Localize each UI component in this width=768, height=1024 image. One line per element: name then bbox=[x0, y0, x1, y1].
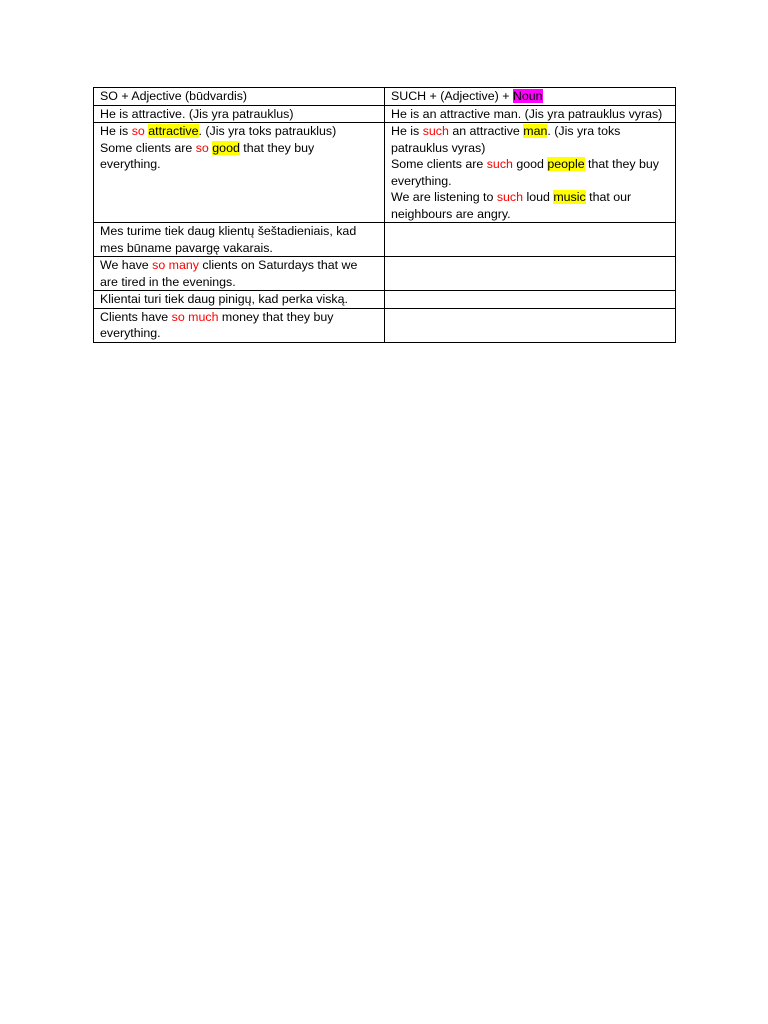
header-such-text: SUCH + (Adjective) + bbox=[391, 89, 513, 103]
text-segment: good bbox=[512, 157, 548, 171]
row2-left-cell bbox=[94, 123, 385, 223]
example-line bbox=[391, 156, 669, 189]
row3-left-text: Mes turime tiek daug klientų šeštadieniais, kad mes būname pavargę vakarais. bbox=[100, 224, 357, 255]
noun-highlight: man bbox=[523, 124, 548, 138]
row4-right-cell bbox=[385, 257, 676, 291]
row1-left-text: He is attractive. (Jis yra patrauklus) bbox=[100, 106, 294, 121]
row5-left-cell bbox=[94, 291, 385, 309]
table-header-row bbox=[94, 88, 676, 106]
noun-highlight: people bbox=[547, 157, 585, 171]
row6-left-cell bbox=[94, 308, 385, 342]
header-such-cell bbox=[385, 88, 676, 106]
row6-right-cell bbox=[385, 308, 676, 342]
such-word: such bbox=[486, 157, 513, 171]
so-much-phrase: so much bbox=[171, 309, 219, 324]
row1-left-cell bbox=[94, 105, 385, 123]
row2-right-cell bbox=[385, 123, 676, 223]
text-segment: He is bbox=[100, 124, 132, 138]
adjective-highlight: attractive bbox=[148, 124, 199, 138]
text-segment: We are listening to bbox=[391, 190, 497, 204]
header-so-text: SO + Adjective (būdvardis) bbox=[100, 89, 248, 103]
text-segment: . (Jis yra toks patrauklus) bbox=[198, 124, 337, 138]
such-word: such bbox=[422, 124, 449, 138]
so-word: so bbox=[195, 140, 209, 155]
text-segment: We have bbox=[100, 258, 153, 272]
text-segment: clients on Saturdays that we are tired in the evenings. bbox=[100, 258, 361, 289]
row1-right-cell bbox=[385, 105, 676, 123]
noun-highlight: music bbox=[553, 190, 586, 204]
table-row bbox=[94, 105, 676, 123]
so-word: so bbox=[131, 124, 145, 138]
grammar-table bbox=[93, 87, 676, 343]
table-row bbox=[94, 123, 676, 223]
text-segment: loud bbox=[523, 190, 554, 204]
text-segment: money that they buy everything. bbox=[100, 309, 337, 340]
row4-left-cell bbox=[94, 257, 385, 291]
such-word: such bbox=[496, 190, 524, 204]
text-segment: Some clients are bbox=[391, 157, 487, 171]
text-segment: that they buy everything. bbox=[100, 140, 318, 171]
example-line bbox=[391, 189, 669, 222]
row5-right-cell bbox=[385, 291, 676, 309]
text-segment: He is bbox=[391, 124, 423, 138]
text-segment: that our neighbours are angry. bbox=[391, 190, 635, 221]
text-segment: Clients have bbox=[100, 309, 172, 324]
example-line bbox=[391, 123, 669, 156]
adjective-highlight: good bbox=[212, 140, 240, 155]
row3-left-cell bbox=[94, 223, 385, 257]
text-segment: Some clients are bbox=[100, 140, 196, 155]
row1-right-text: He is an attractive man. (Jis yra patrauklus vyras) bbox=[391, 106, 663, 121]
header-noun-highlight: Noun bbox=[512, 89, 543, 103]
example-line bbox=[100, 123, 378, 140]
table-row bbox=[94, 308, 676, 342]
text-segment: an attractive bbox=[448, 124, 524, 138]
example-line bbox=[100, 140, 378, 173]
text-segment: . (Jis yra toks patrauklus vyras) bbox=[391, 124, 624, 155]
table-row bbox=[94, 291, 676, 309]
row3-right-cell bbox=[385, 223, 676, 257]
so-many-phrase: so many bbox=[152, 258, 199, 272]
header-so-cell bbox=[94, 88, 385, 106]
table-row bbox=[94, 223, 676, 257]
text-segment: that they buy everything. bbox=[391, 157, 663, 188]
row5-left-text: Klientai turi tiek daug pinigų, kad perka viską. bbox=[100, 292, 348, 306]
table-row bbox=[94, 257, 676, 291]
